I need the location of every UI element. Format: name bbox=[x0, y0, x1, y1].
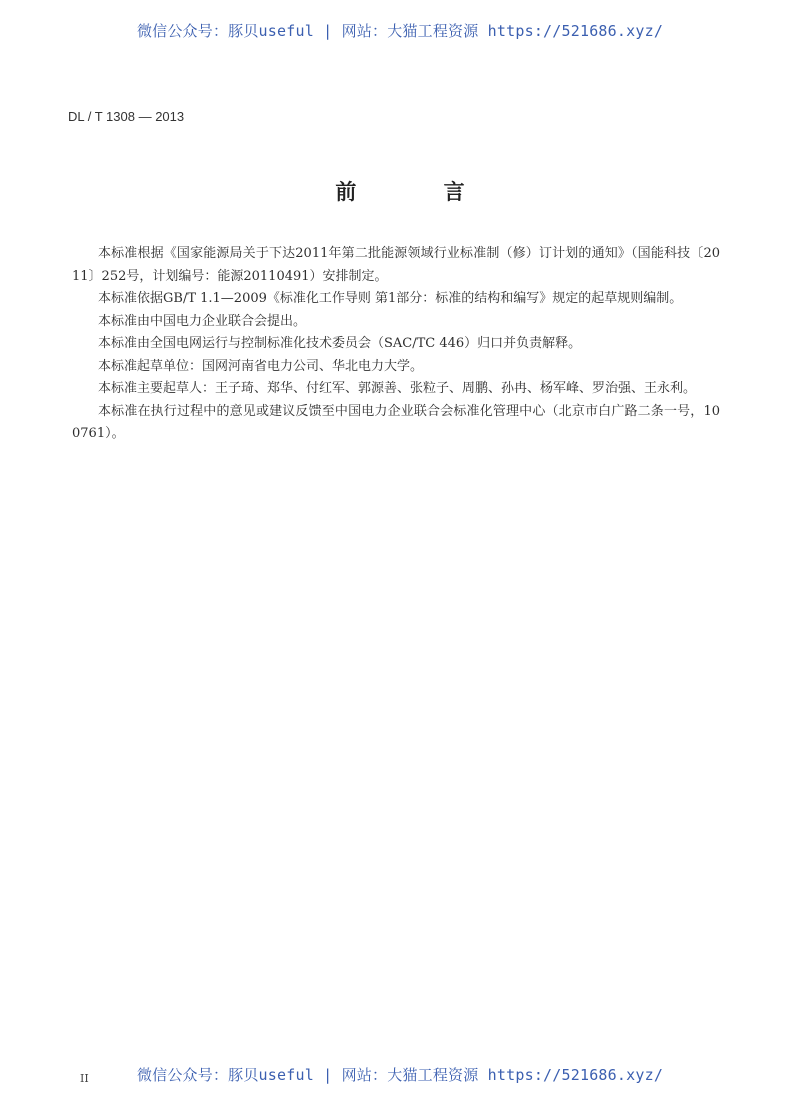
page-title: 前 言 bbox=[335, 180, 505, 204]
watermark-top: 微信公众号：豚贝useful | 网站：大猫工程资源 https://521686.xyz/ bbox=[136, 22, 664, 40]
foreword-body bbox=[72, 243, 720, 446]
paragraph: 本标准起草单位：国网河南省电力公司、华北电力大学。 bbox=[98, 358, 424, 374]
paragraph: 本标准由中国电力企业联合会提出。 bbox=[98, 313, 307, 329]
paragraph: 本标准在执行过程中的意见或建议反馈至中国电力企业联合会标准化管理中心（北京市白广路二条一号，100761）。 bbox=[72, 403, 720, 441]
page-number: II bbox=[80, 1072, 89, 1085]
paragraph: 本标准主要起草人：王子琦、郑华、付红军、郭源善、张粒子、周鹏、孙冉、杨军峰、罗治强、王永利。 bbox=[98, 381, 697, 396]
paragraph: 本标准根据《国家能源局关于下达2011年第二批能源领域行业标准制（修）订计划的通知》（国能科技〔2011〕252号，计划编号：能源20110491）安排制定。 bbox=[72, 246, 720, 284]
paragraph: 本标准由全国电网运行与控制标准化技术委员会（SAC/TC 446）归口并负责解释。 bbox=[98, 336, 582, 351]
paragraph: 本标准依据GB/T 1.1—2009《标准化工作导则 第1部分：标准的结构和编写》规定的起草规则编制。 bbox=[98, 291, 683, 306]
document-code: DL / T 1308 — 2013 bbox=[68, 109, 185, 124]
watermark-bottom: 微信公众号：豚贝useful | 网站：大猫工程资源 https://521686.xyz/ bbox=[136, 1066, 664, 1084]
